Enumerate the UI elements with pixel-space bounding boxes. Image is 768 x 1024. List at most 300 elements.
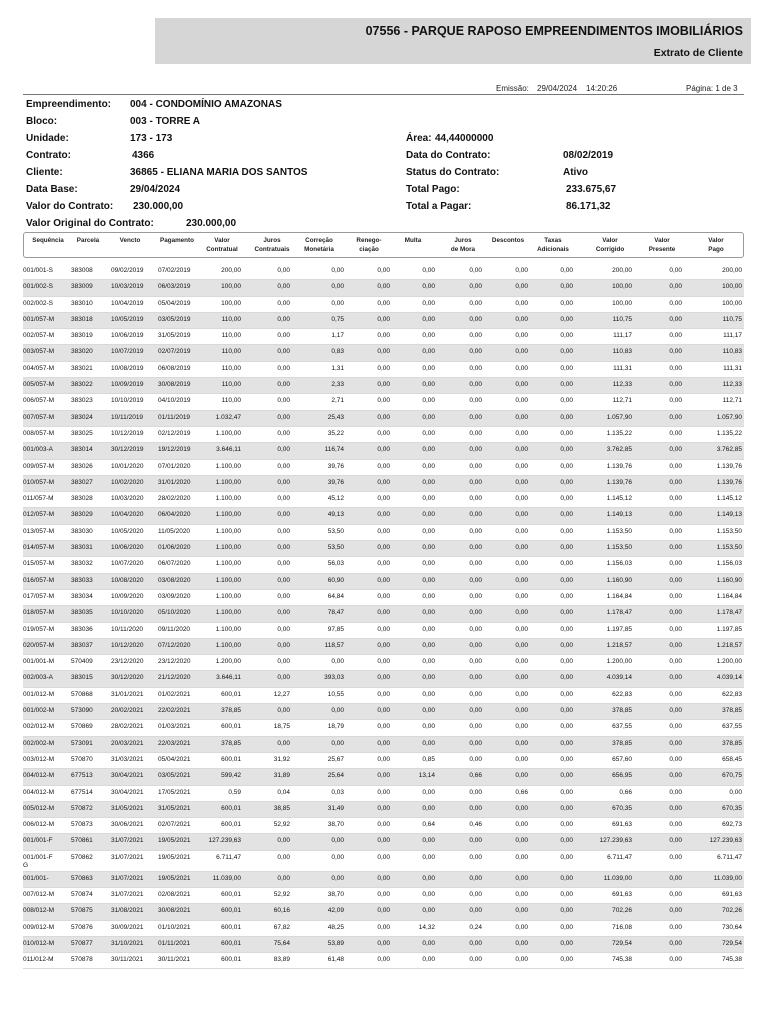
table-cell: 0,00	[669, 658, 682, 666]
table-cell: 0,00	[560, 658, 573, 666]
table-cell: 657,60	[612, 755, 632, 763]
table-cell: 383034	[71, 592, 93, 600]
table-cell: 0,00	[469, 364, 482, 372]
table-cell: 0,00	[669, 821, 682, 829]
table-cell: 38,70	[327, 890, 344, 898]
table-cell: 0,00	[469, 267, 482, 274]
column-header: Juros de Mora	[450, 237, 476, 253]
table-cell: 127.239,63	[599, 837, 632, 845]
table-cell: 0,00	[469, 755, 482, 763]
table-cell: 010/057-M	[23, 478, 55, 486]
data-base-label: Data Base:	[26, 184, 78, 195]
table-cell: 0,00	[277, 560, 290, 568]
table-cell: 383015	[71, 674, 93, 682]
table-cell: 0,00	[669, 772, 682, 780]
table-cell: 09/02/2019	[111, 267, 144, 274]
table-cell: 0,00	[377, 739, 390, 747]
unidade-value: 173 - 173	[130, 133, 173, 144]
table-cell: 013/057-M	[23, 527, 55, 535]
table-cell: 0,00	[377, 592, 390, 600]
table-cell: 729,54	[612, 939, 632, 947]
table-cell: 0,85	[422, 755, 435, 763]
table-cell: 0,00	[377, 576, 390, 584]
table-cell: 599,42	[221, 772, 241, 780]
table-cell: 0,00	[515, 576, 528, 584]
table-cell: 0,00	[560, 544, 573, 552]
table-cell: 0,00	[277, 625, 290, 633]
table-cell: 0,00	[560, 299, 573, 307]
table-cell: 0,00	[515, 804, 528, 812]
table-cell: 03/08/2020	[158, 576, 191, 584]
table-cell: 0,00	[669, 804, 682, 812]
table-cell: 127.239,63	[208, 837, 241, 845]
table-cell: 28/02/2021	[111, 723, 144, 731]
table-cell: 670,35	[612, 804, 632, 812]
table-cell: 25,43	[327, 413, 344, 421]
table-cell: 10,55	[327, 690, 344, 698]
table-row	[23, 769, 744, 785]
table-row	[23, 574, 744, 590]
table-cell: 0,00	[277, 429, 290, 437]
table-row	[23, 704, 744, 720]
table-cell: 0,00	[422, 576, 435, 584]
table-cell: 002/012-M	[23, 723, 55, 731]
table-row	[23, 492, 744, 508]
table-cell: 0,00	[515, 413, 528, 421]
table-row	[23, 508, 744, 524]
table-cell: 07/12/2020	[158, 641, 191, 649]
table-cell: 0,64	[422, 821, 435, 829]
table-cell: 0,00	[669, 495, 682, 503]
table-cell: 0,00	[669, 890, 682, 898]
table-cell: 0,00	[422, 495, 435, 503]
table-cell: 1.100,00	[215, 495, 241, 503]
table-cell: 383027	[71, 478, 93, 486]
table-cell: 0,00	[422, 267, 435, 274]
table-cell: 0,00	[560, 804, 573, 812]
table-cell: 670,75	[722, 772, 742, 780]
table-cell: 383031	[71, 544, 93, 552]
table-cell: 0,00	[515, 707, 528, 715]
table-cell: 0,00	[377, 804, 390, 812]
table-row	[23, 460, 744, 476]
table-cell: 383020	[71, 348, 93, 356]
valor-original-label: Valor Original do Contrato:	[26, 218, 154, 229]
report-header	[155, 18, 751, 64]
table-cell: 110,75	[722, 315, 742, 323]
table-cell: 570875	[71, 907, 93, 915]
table-cell: 0,00	[560, 837, 573, 845]
table-cell: 111,31	[613, 364, 632, 372]
table-cell: 0,00	[469, 511, 482, 519]
table-cell: 0,00	[560, 853, 573, 861]
table-cell: 0,00	[515, 462, 528, 470]
table-cell: 0,00	[560, 527, 573, 535]
table-cell: 3.646,11	[216, 446, 241, 454]
table-cell: 0,00	[669, 788, 682, 796]
table-cell: 0,83	[331, 348, 344, 356]
table-cell: 0,00	[515, 299, 528, 307]
table-cell: 600,01	[221, 821, 241, 829]
table-cell: 06/08/2019	[158, 364, 191, 372]
report-subtitle: Extrato de Cliente	[653, 47, 743, 59]
table-cell: 0,00	[669, 527, 682, 535]
table-row	[23, 639, 744, 655]
table-cell: 0,00	[515, 923, 528, 931]
table-cell: 19/05/2021	[158, 853, 191, 861]
table-cell: 1.057,90	[716, 413, 742, 421]
table-cell: 05/04/2019	[158, 299, 191, 307]
table-cell: 0,00	[669, 723, 682, 731]
table-cell: 001/002-S	[23, 283, 53, 291]
table-row	[23, 623, 744, 639]
table-row	[23, 937, 744, 953]
table-cell: 1.100,00	[215, 592, 241, 600]
table-cell: 112,33	[612, 381, 632, 389]
table-cell: 0,00	[669, 707, 682, 715]
table-cell: 0,00	[277, 348, 290, 356]
table-cell: 02/07/2019	[158, 348, 191, 356]
table-cell: 0,00	[377, 907, 390, 915]
table-cell: 1.200,00	[716, 658, 742, 666]
table-cell: 012/057-M	[23, 511, 55, 519]
table-cell: 570877	[71, 939, 93, 947]
table-cell: 0,00	[669, 332, 682, 340]
table-cell: 0,00	[377, 462, 390, 470]
table-cell: 31/07/2021	[111, 890, 144, 898]
table-cell: 0,00	[469, 874, 482, 882]
status-value: Ativo	[563, 167, 588, 178]
table-cell: 005/012-M	[23, 804, 55, 812]
table-cell: 0,00	[469, 381, 482, 389]
table-cell: 0,00	[469, 674, 482, 682]
table-cell: 1.200,00	[215, 658, 241, 666]
table-cell: 0,00	[469, 283, 482, 291]
table-cell: 0,04	[277, 788, 290, 796]
table-cell: 0,00	[729, 788, 742, 796]
table-cell: 0,00	[377, 674, 390, 682]
contract-info	[23, 94, 744, 232]
report-title: 07556 - PARQUE RAPOSO EMPREENDIMENTOS IMOBILIÁRIOS	[365, 24, 743, 38]
table-cell: 10/03/2020	[111, 495, 144, 503]
table-cell: 0,00	[277, 413, 290, 421]
empreendimento-label: Empreendimento:	[26, 99, 112, 110]
table-cell: 18,79	[327, 723, 344, 731]
table-cell: 01/03/2021	[158, 723, 191, 731]
table-cell: 0,00	[377, 923, 390, 931]
table-cell: 0,00	[560, 332, 573, 340]
table-cell: 0,00	[422, 315, 435, 323]
column-header: Sequência	[32, 237, 64, 244]
table-cell: 22/02/2021	[158, 707, 191, 715]
table-cell: 19/05/2021	[158, 874, 191, 882]
table-cell: 0,00	[560, 723, 573, 731]
table-cell: 0,00	[422, 478, 435, 486]
table-cell: 0,00	[469, 690, 482, 698]
table-cell: 0,00	[277, 576, 290, 584]
table-cell: 0,59	[228, 788, 241, 796]
table-cell: 100,00	[722, 299, 742, 307]
table-cell: 1.164,84	[716, 592, 742, 600]
table-cell: 22/03/2021	[158, 739, 191, 747]
table-cell: 383032	[71, 560, 93, 568]
table-row	[23, 378, 744, 394]
table-cell: 0,00	[422, 348, 435, 356]
table-cell: 10/01/2020	[111, 462, 144, 470]
table-cell: 0,00	[669, 576, 682, 584]
table-cell: 0,00	[469, 348, 482, 356]
table-cell: 0,00	[377, 788, 390, 796]
bloco-value: 003 - TORRE A	[130, 116, 201, 127]
table-cell: 1.100,00	[215, 511, 241, 519]
table-cell: 0,00	[422, 299, 435, 307]
table-cell: 570863	[71, 874, 93, 882]
table-cell: 009/057-M	[23, 462, 55, 470]
table-cell: 0,00	[469, 804, 482, 812]
table-cell: 0,00	[422, 364, 435, 372]
table-cell: 0,00	[669, 364, 682, 372]
table-cell: 112,33	[722, 381, 742, 389]
table-row	[23, 411, 744, 427]
table-cell: 383028	[71, 495, 93, 503]
table-cell: 0,00	[277, 446, 290, 454]
table-cell: 19/12/2019	[158, 446, 191, 454]
table-cell: 0,00	[377, 641, 390, 649]
table-cell: 0,00	[560, 381, 573, 389]
table-cell: 015/057-M	[23, 560, 55, 568]
column-header: Valor Pago	[708, 237, 724, 253]
table-row	[23, 851, 744, 872]
table-cell: 0,00	[669, 446, 682, 454]
table-cell: 001/001-	[23, 874, 49, 882]
table-cell: 383022	[71, 381, 93, 389]
data-contrato-label: Data do Contrato:	[406, 150, 491, 161]
table-cell: 30/12/2019	[111, 446, 144, 454]
table-cell: 1.156,03	[606, 560, 632, 568]
table-cell: 702,26	[612, 907, 632, 915]
table-cell: 0,00	[422, 625, 435, 633]
table-cell: 1.100,00	[215, 576, 241, 584]
table-cell: 0,00	[669, 674, 682, 682]
table-cell: 691,63	[612, 890, 632, 898]
table-cell: 0,00	[277, 299, 290, 307]
table-cell: 0,00	[277, 495, 290, 503]
table-cell: 0,00	[560, 364, 573, 372]
table-cell: 677514	[71, 788, 93, 796]
table-cell: 0,00	[515, 283, 528, 291]
table-cell: 0,00	[377, 397, 390, 405]
table-cell: 001/057-M	[23, 315, 55, 323]
table-row	[23, 834, 744, 850]
table-row	[23, 297, 744, 313]
table-cell: 0,00	[560, 923, 573, 931]
table-cell: 56,03	[327, 560, 344, 568]
table-cell: 0,00	[469, 560, 482, 568]
table-cell: 378,85	[221, 739, 241, 747]
table-cell: 573091	[71, 739, 93, 747]
table-cell: 78,47	[327, 609, 344, 617]
table-cell: 001/012-M	[23, 690, 55, 698]
table-cell: 0,00	[422, 874, 435, 882]
table-cell: 0,00	[277, 315, 290, 323]
table-cell: 670,35	[722, 804, 742, 812]
table-cell: 002/057-M	[23, 332, 55, 340]
table-cell: 0,66	[619, 788, 632, 796]
table-cell: 0,00	[560, 939, 573, 947]
column-header: Parcela	[76, 237, 100, 244]
table-cell: 31/01/2020	[158, 478, 191, 486]
table-cell: 10/10/2020	[111, 609, 144, 617]
table-cell: 42,09	[327, 907, 344, 915]
table-cell: 005/057-M	[23, 381, 55, 389]
table-row	[23, 394, 744, 410]
table-cell: 111,17	[613, 332, 632, 340]
column-header: Renego- ciação	[356, 237, 382, 253]
table-cell: 0,00	[422, 939, 435, 947]
table-cell: 0,00	[560, 267, 573, 274]
table-cell: 100,00	[221, 299, 241, 307]
table-cell: 0,00	[669, 315, 682, 323]
table-cell: 1.145,12	[716, 495, 742, 503]
table-cell: 03/05/2019	[158, 315, 191, 323]
table-cell: 0,00	[469, 625, 482, 633]
emissao-date: 29/04/2024	[537, 84, 578, 93]
table-cell: 0,00	[277, 609, 290, 617]
table-cell: 014/057-M	[23, 544, 55, 552]
table-cell: 1.178,47	[606, 609, 632, 617]
table-cell: 21/12/2020	[158, 674, 191, 682]
table-cell: 0,00	[669, 923, 682, 931]
table-cell: 28/02/2020	[158, 495, 191, 503]
table-cell: 600,01	[221, 956, 241, 964]
column-header: Juros Contratuais	[254, 237, 290, 253]
column-header: Valor Contratual	[206, 237, 238, 253]
table-cell: 0,00	[377, 446, 390, 454]
table-cell: 383023	[71, 397, 93, 405]
table-cell: 0,00	[277, 462, 290, 470]
table-cell: 0,00	[422, 511, 435, 519]
table-cell: 1.135,22	[716, 429, 742, 437]
table-cell: 658,45	[722, 755, 742, 763]
table-cell: 0,00	[422, 446, 435, 454]
table-cell: 600,01	[221, 923, 241, 931]
table-cell: 0,00	[560, 874, 573, 882]
table-cell: 0,00	[277, 853, 290, 861]
table-cell: 570878	[71, 956, 93, 964]
table-cell: 0,00	[515, 837, 528, 845]
table-cell: 0,00	[560, 283, 573, 291]
table-cell: 0,00	[469, 956, 482, 964]
table-cell: 0,00	[469, 707, 482, 715]
table-cell: 35,22	[327, 429, 344, 437]
table-cell: 61,48	[327, 956, 344, 964]
table-cell: 112,71	[722, 397, 742, 405]
table-cell: 0,00	[515, 560, 528, 568]
table-cell: 31/03/2021	[111, 755, 144, 763]
table-cell: 0,00	[377, 772, 390, 780]
table-cell: 10/08/2020	[111, 576, 144, 584]
table-cell: 0,00	[669, 739, 682, 747]
column-header: Taxas Adicionais	[537, 237, 569, 253]
empreendimento-value: 004 - CONDOMÍNIO AMAZONAS	[130, 99, 282, 110]
table-row	[23, 345, 744, 361]
table-cell: 1.100,00	[215, 625, 241, 633]
table-cell: 018/057-M	[23, 609, 55, 617]
table-cell: 0,00	[560, 592, 573, 600]
table-cell: 0,00	[560, 446, 573, 454]
table-cell: 0,00	[560, 956, 573, 964]
table-cell: 383010	[71, 299, 93, 307]
table-cell: 110,75	[612, 315, 632, 323]
table-cell: 11/05/2020	[158, 527, 191, 535]
table-cell: 1.218,57	[716, 641, 742, 649]
table-cell: 0,00	[422, 283, 435, 291]
table-row	[23, 590, 744, 606]
table-cell: 0,00	[669, 397, 682, 405]
table-cell: 0,00	[377, 364, 390, 372]
table-cell: 06/07/2020	[158, 560, 191, 568]
emissao-label: Emissão:	[496, 84, 529, 93]
table-cell: 0,00	[669, 592, 682, 600]
table-cell: 1.153,50	[716, 544, 742, 552]
table-cell: 001/001-S	[23, 267, 53, 274]
table-cell: 31/07/2021	[111, 853, 144, 861]
table-cell: 0,00	[331, 299, 344, 307]
table-cell: 02/07/2021	[158, 821, 191, 829]
table-cell: 0,00	[515, 690, 528, 698]
table-cell: 006/012-M	[23, 821, 55, 829]
table-cell: 0,00	[469, 315, 482, 323]
column-header: Multa	[404, 237, 422, 244]
table-cell: 0,00	[377, 560, 390, 568]
table-cell: 0,00	[469, 413, 482, 421]
table-cell: 0,00	[277, 874, 290, 882]
table-cell: 100,00	[612, 283, 632, 291]
valor-contrato-value: 230.000,00	[133, 201, 184, 212]
table-cell: 0,00	[422, 707, 435, 715]
table-cell: 0,00	[277, 397, 290, 405]
table-cell: 0,00	[469, 332, 482, 340]
table-cell: 10/04/2019	[111, 299, 144, 307]
table-cell: 570872	[71, 804, 93, 812]
table-cell: 0,00	[377, 939, 390, 947]
table-cell: 745,38	[722, 956, 742, 964]
table-cell: 0,00	[469, 609, 482, 617]
table-cell: 1.139,76	[606, 462, 632, 470]
table-cell: 0,00	[469, 939, 482, 947]
table-cell: 0,00	[422, 890, 435, 898]
table-cell: 1.100,00	[215, 478, 241, 486]
table-cell: 05/10/2020	[158, 609, 191, 617]
table-row	[23, 953, 744, 969]
table-cell: 0,00	[469, 544, 482, 552]
table-cell: 0,00	[422, 739, 435, 747]
table-cell: 0,00	[515, 381, 528, 389]
table-cell: 0,00	[377, 707, 390, 715]
table-cell: 745,38	[612, 956, 632, 964]
table-cell: 383008	[71, 267, 93, 274]
table-cell: 0,00	[377, 874, 390, 882]
table-cell: 1.100,00	[215, 641, 241, 649]
unidade-label: Unidade:	[26, 133, 69, 144]
table-cell: 1.153,50	[606, 544, 632, 552]
table-row	[23, 280, 744, 296]
table-cell: 0,00	[469, 641, 482, 649]
table-cell: 0,00	[422, 690, 435, 698]
table-cell: 10/07/2019	[111, 348, 144, 356]
table-cell: 0,00	[377, 890, 390, 898]
table-cell: 0,00	[277, 478, 290, 486]
